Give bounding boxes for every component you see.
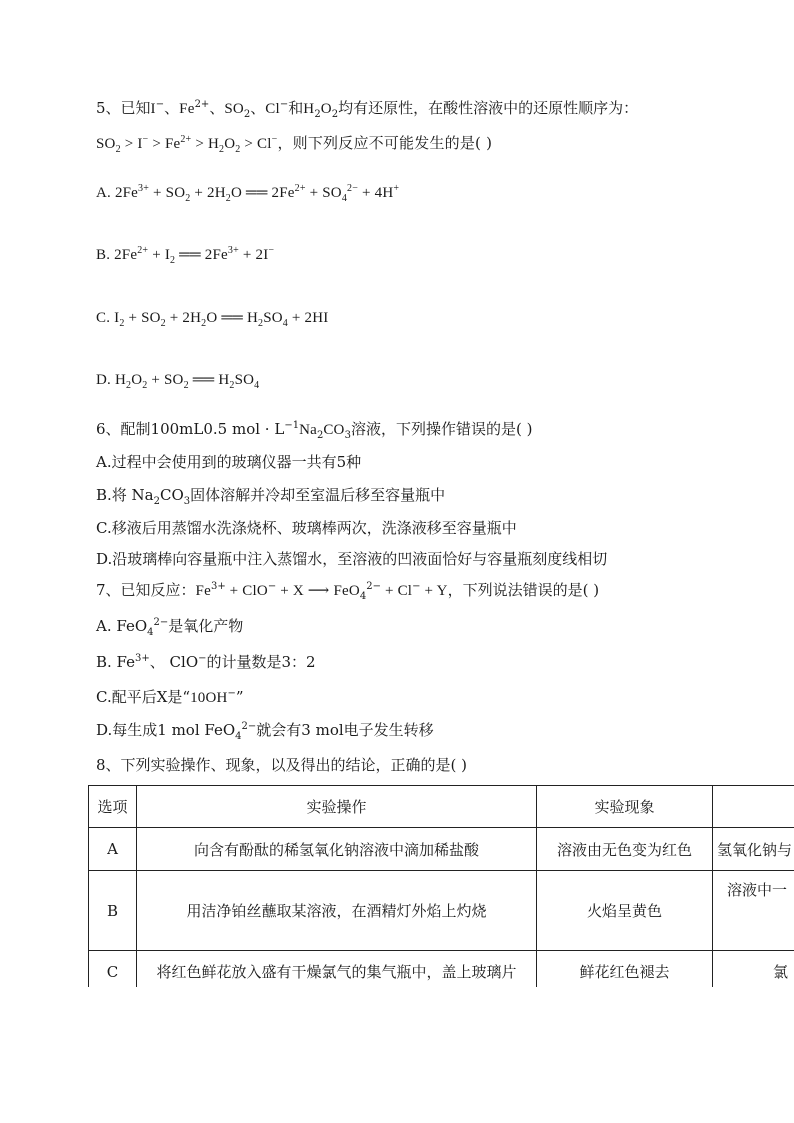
row-conclusion: 氯 (713, 951, 794, 988)
row-phenomenon: 溶液由无色变为红色 (537, 828, 713, 871)
q5-option-a: A. $2Fe^{3+} + SO_2 + 2H_2O$ ══ $2Fe^{2+} + SO_4^{2-} + 4H^+$ (96, 183, 400, 204)
q8-stem: 8、下列实验操作、现象，以及得出的结论，正确的是( ) (96, 756, 468, 774)
header-conclusion (713, 786, 794, 828)
table-row (89, 951, 794, 988)
header-operation: 实验操作 (137, 786, 537, 828)
q6-option-c: C.移液后用蒸馏水洗涤烧杯、玻璃棒两次，洗涤液移至容量瓶中 (96, 519, 517, 537)
q5-option-d: D. $H_2O_2 + SO_2$ ══ $H_2SO_4$ (96, 372, 260, 391)
q6-stem: 6、配制100mL0.5 mol · $L^{-1}Na_2CO_3$溶液，下列操作错误的是( ) (96, 420, 533, 441)
table-row (89, 828, 794, 871)
q6-option-d: D.沿玻璃棒向容量瓶中注入蒸馏水，至溶液的凹液面恰好与容量瓶刻度线相切 (96, 550, 608, 568)
row-operation: 将红色鲜花放入盛有干燥氯气的集气瓶中，盖上玻璃片 (137, 951, 537, 988)
row-phenomenon: 鲜花红色褪去 (537, 951, 713, 988)
row-operation: 向含有酚酞的稀氢氧化钠溶液中滴加稀盐酸 (137, 828, 537, 871)
q7-option-a: A. FeO$_4^{2-}$是氧化产物 (96, 617, 244, 638)
row-phenomenon: 火焰呈黄色 (537, 871, 713, 951)
q7-stem: 7、已知反应：$Fe^{3+} + ClO^- + X$ ⟶ FeO$_4^{2-}$ + Cl− + Y，下列说法错误的是( ) (96, 581, 600, 602)
row-conclusion: 氢氧化钠与 (713, 828, 794, 871)
q7-option-c: C.配平后X是“10OH−” (96, 688, 244, 706)
q5-option-c: C. $I_2 + SO_2 + 2H_2O$ ══ $H_2SO_4 + 2HI$ (96, 310, 329, 329)
q5-option-b: B. $2Fe^{2+} + I_2$ ══ $2Fe^{3+} + 2I^-$ (96, 245, 275, 266)
row-option: A (89, 828, 137, 871)
q8-experiment-table (88, 785, 794, 987)
q6-option-a: A.过程中会使用到的玻璃仪器一共有5种 (96, 453, 362, 471)
row-option: C (89, 951, 137, 988)
q6-option-b: B.将 $Na_2CO_3$固体溶解并冷却至室温后移至容量瓶中 (96, 486, 446, 507)
q7-option-b: B. $Fe^{3+}$、 ClO−的计量数是3：2 (96, 653, 316, 671)
table-header-row (89, 786, 794, 828)
row-operation: 用洁净铂丝蘸取某溶液，在酒精灯外焰上灼烧 (137, 871, 537, 951)
q5-stem-line1: 5、已知I−、$Fe^{2+}$、$SO_2$、Cl−和$H_2O_2$均有还原性，在酸性溶液中的还原性顺序为： (96, 99, 639, 120)
header-phenomenon: 实验现象 (537, 786, 713, 828)
row-option: B (89, 871, 137, 951)
q5-stem-line2: $SO_2 > I^- > Fe^{2+} > H_2O_2 > Cl^-$，则下列反应不可能发生的是( ) (96, 134, 493, 155)
q7-option-d: D.每生成1 mol FeO$_4^{2-}$就会有3 mol电子发生转移 (96, 721, 434, 742)
table-row (89, 871, 794, 951)
header-option: 选项 (89, 786, 137, 828)
row-conclusion: 溶液中一 (713, 871, 794, 951)
